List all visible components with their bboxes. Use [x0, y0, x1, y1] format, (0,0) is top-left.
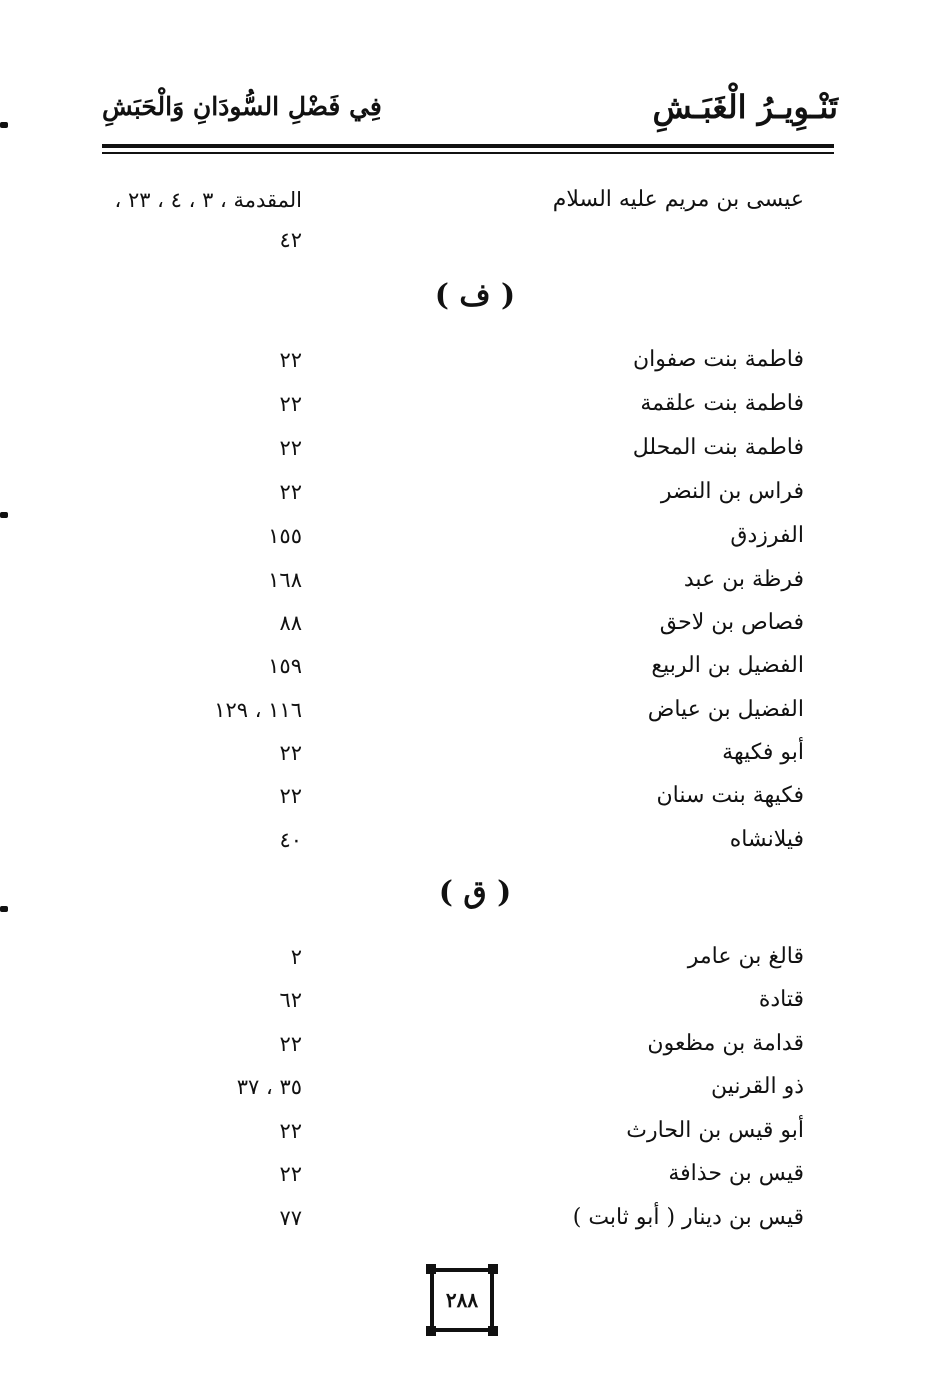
page-number-box [430, 1268, 494, 1332]
entry-name: قيس بن دينار ( أبو ثابت ) [572, 1205, 804, 1230]
index-entry [0, 516, 950, 556]
index-entry [0, 1154, 950, 1194]
index-entry [0, 1198, 950, 1238]
entry-pages: ٨٨ [279, 611, 302, 635]
entry-pages: ٢٢ [279, 348, 302, 372]
running-title: تَنْـوِيـرُ الْغَبَـشِ [652, 88, 838, 126]
entry-pages: ١٥٥ [268, 524, 302, 548]
index-entry [0, 776, 950, 816]
entry-name: الفضيل بن عياض [647, 697, 804, 722]
entry-name: ذو القرنين [710, 1074, 804, 1099]
entry-pages: ٢٢ [279, 392, 302, 416]
entry-name: قدامة بن مظعون [647, 1031, 804, 1056]
page-box-corner-ornament [426, 1264, 436, 1274]
index-entry [0, 340, 950, 380]
entry-pages: المقدمة ، ٣ ، ٤ ، ٢٣ ، [114, 188, 302, 212]
entry-pages: ٤٠ [279, 828, 302, 852]
page-box-corner-ornament [488, 1264, 498, 1274]
entry-name: أبو قيس بن الحارث [626, 1118, 804, 1143]
index-entry [0, 603, 950, 643]
index-entry [0, 1067, 950, 1107]
running-subtitle: فِي فَضْلِ السُّودَانِ وَالْحَبَشِ [102, 92, 382, 121]
entry-name: فاطمة بنت علقمة [640, 391, 804, 416]
entry-pages: ٢٢ [279, 1119, 302, 1143]
header-rule-thick [102, 144, 834, 148]
entry-name: الفضيل بن الربيع [651, 653, 804, 678]
entry-pages: ٢٢ [279, 1032, 302, 1056]
index-entry [0, 690, 950, 730]
index-entry [0, 472, 950, 512]
entry-name: الفرزدق [730, 523, 804, 548]
entry-name: فيلانشاه [729, 827, 804, 852]
entry-name: فراس بن النضر [660, 479, 804, 504]
index-entry [0, 646, 950, 686]
index-entry [0, 1024, 950, 1064]
entry-pages: ٢٢ [279, 784, 302, 808]
entry-name: فكيهة بنت سنان [656, 783, 804, 808]
entry-pages: ١١٦ ، ١٢٩ [214, 698, 302, 722]
entry-pages: ٢٢ [279, 436, 302, 460]
entry-name: فاطمة بنت المحلل [632, 435, 804, 460]
index-entry [0, 733, 950, 773]
page-box-corner-ornament [426, 1326, 436, 1336]
entry-name: قتادة [758, 987, 804, 1012]
section-heading-fa: ( ف ) [434, 278, 516, 313]
index-entry [0, 384, 950, 424]
entry-pages: ١٥٩ [268, 654, 302, 678]
entry-pages: ٣٥ ، ٣٧ [236, 1075, 302, 1099]
entry-pages: ٦٢ [279, 988, 302, 1012]
entry-name: قيس بن حذافة [668, 1161, 804, 1186]
entry-name: قالغ بن عامر [687, 944, 804, 969]
scan-edge-mark [0, 512, 8, 518]
page-box-corner-ornament [488, 1326, 498, 1336]
scan-edge-mark [0, 122, 8, 128]
index-entry [0, 560, 950, 600]
index-entry [0, 1111, 950, 1151]
entry-name: فصاص بن لاحق [659, 610, 804, 635]
entry-name: عيسى بن مريم عليه السلام [552, 187, 804, 212]
entry-name: فرظة بن عبد [683, 567, 804, 592]
header-rule-thin [102, 152, 834, 154]
index-entry [0, 180, 950, 220]
entry-pages: ٧٧ [279, 1206, 302, 1230]
entry-pages: ٢٢ [279, 1162, 302, 1186]
entry-pages-continued: ٤٢ [279, 228, 302, 252]
index-entry [0, 937, 950, 977]
section-heading-qaf: ( ق ) [438, 875, 512, 910]
index-entry [0, 820, 950, 860]
entry-pages: ٢٢ [279, 480, 302, 504]
entry-name: أبو فكيهة [722, 740, 804, 765]
entry-pages: ١٦٨ [268, 568, 302, 592]
scan-edge-mark [0, 906, 8, 912]
index-entry [0, 428, 950, 468]
entry-name: فاطمة بنت صفوان [632, 347, 804, 372]
entry-pages: ٢ [290, 945, 302, 969]
entry-pages: ٢٢ [279, 741, 302, 765]
page-number: ٢٨٨ [445, 1288, 479, 1312]
index-entry [0, 980, 950, 1020]
